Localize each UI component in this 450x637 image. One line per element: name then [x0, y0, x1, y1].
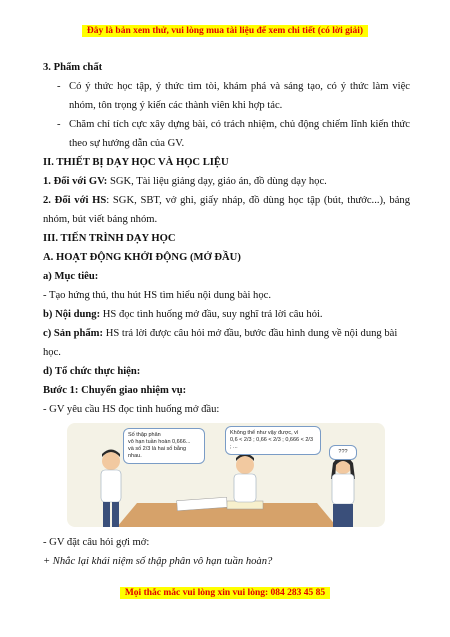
- header-banner: Đây là bản xem thử, vui lòng mua tài liệu để xem chi tiết (có lời giải): [82, 25, 368, 37]
- paragraph: - GV yêu cầu HS đọc tình huống mở đầu:: [43, 404, 220, 415]
- section-heading: A. HOẠT ĐỘNG KHỞI ĐỘNG (MỞ ĐẦU): [43, 252, 241, 263]
- label: d) Tổ chức thực hiện:: [43, 366, 141, 377]
- speech-bubble-right: ???: [329, 445, 357, 460]
- label: Bước 1: Chuyển giao nhiệm vụ:: [43, 385, 187, 396]
- section-heading: III. TIẾN TRÌNH DẠY HỌC: [43, 233, 176, 244]
- section-title: 3. Phẩm chất: [43, 62, 103, 73]
- document-body: [43, 58, 410, 571]
- paragraph: 2. Đối với HS: SGK, SBT, vở ghi, giấy nháp, đồ dùng học tập (bút, thước...), bảng nhóm, bút viết bảng nhóm.: [43, 195, 410, 225]
- label: a) Mục tiêu:: [43, 271, 99, 282]
- paragraph: - Tạo hứng thú, thu hút HS tìm hiểu nội dung bài học.: [43, 290, 271, 301]
- opening-situation-illustration: [67, 423, 385, 527]
- speech-bubble-middle: Không thể như vậy được, vì 0,6 < 2/3 ; 0,66 < 2/3 ; 0,666 < 2/3 ; ...: [225, 426, 321, 455]
- paragraph: + Nhắc lại khái niệm số thập phân vô hạn tuần hoàn?: [43, 556, 273, 567]
- footer-banner: Mọi thắc mắc vui lòng xin vui lòng: 084 283 45 85: [120, 587, 330, 599]
- paragraph: c) Sản phẩm: HS trả lời được câu hỏi mở đầu, bước đầu hình dung về nội dung bài học.: [43, 328, 398, 358]
- paragraph: - GV đặt câu hỏi gợi mở:: [43, 537, 150, 548]
- paragraph: 1. Đối với GV: SGK, Tài liệu giảng dạy, giáo án, đồ dùng dạy học.: [43, 176, 327, 187]
- bullet-item: - Có ý thức học tập, ý thức tìm tòi, khám phá và sáng tạo, có ý thức làm việc nhóm, tôn trọng ý kiến các thành viên khi hợp tác.: [57, 81, 410, 111]
- bullet-item: - Chăm chỉ tích cực xây dựng bài, có trách nhiệm, chủ động chiếm lĩnh kiến thức theo sự hướng dẫn của GV.: [57, 119, 410, 149]
- speech-bubble-left: Số thập phân vô hạn tuần hoàn 0,666... và số 2/3 là hai số bằng nhau.: [123, 428, 205, 464]
- paragraph: b) Nội dung: HS đọc tình huống mở đầu, suy nghĩ trả lời câu hỏi.: [43, 309, 323, 320]
- section-heading: II. THIẾT BỊ DẠY HỌC VÀ HỌC LIỆU: [43, 157, 229, 168]
